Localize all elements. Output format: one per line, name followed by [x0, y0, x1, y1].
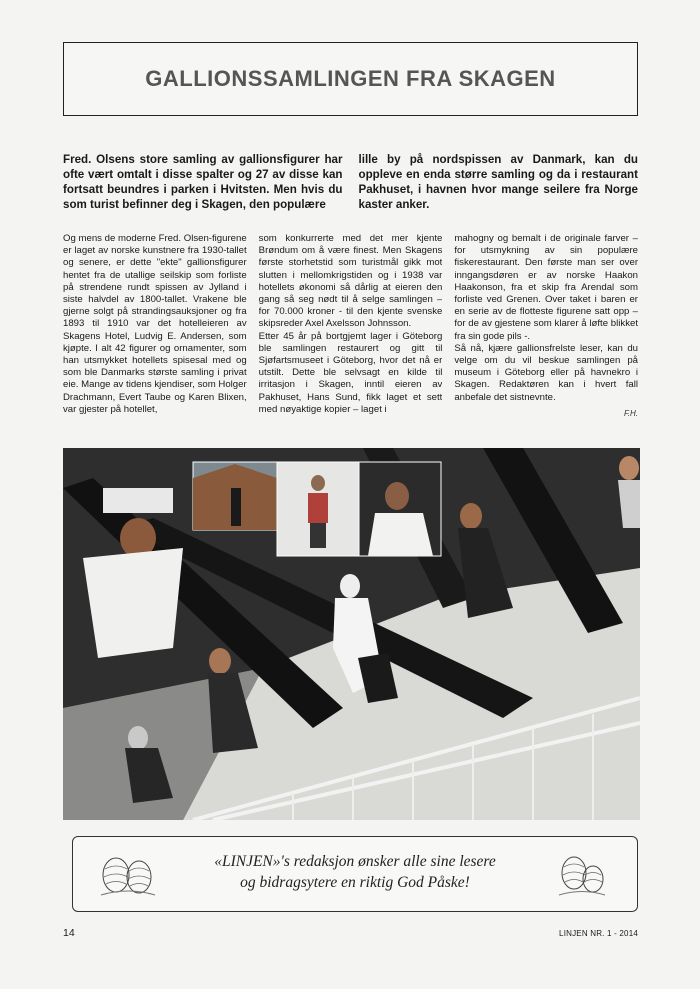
column-1-text: Og mens de moderne Fred. Olsen-figurene er laget av norske kunstnere fra 1930-tallet og senere, er dette "ekte" gallionsfigurer hentet fra de utallige seilskip som forliste på strendene rundt spissen av Jylland i siste halvdel av 1800-tallet. Vrakene ble gjerne solgt på strandingsauksjoner og fra 1893 til 1910 var det hotelleieren av Skagens Hotel, Ludvig E. Andersen, som kjøpte. I alt 42 figurer og ornamenter, som han utsmykket hotellets spisesal med og som ble Danmarks største samling i privat eie. Mange av tidens kjendiser, som Holger Drachmann, Evert Taube og Karen Blixen, var gjester på hotellet, — [63, 233, 247, 415]
figurehead-photo — [63, 448, 640, 820]
greeting-text — [73, 851, 637, 893]
column-1 — [63, 233, 247, 443]
greeting-line-2: og bidragsytere en riktig God Påske! — [240, 874, 470, 891]
easter-eggs-icon — [557, 851, 607, 906]
intro-left: Fred. Olsens store samling av gallionsfigurer har ofte vært omtalt i disse spalter og 27 av disse kan fortsatt beundres i parken i Hvitsten. Men hvis du som turist befinner deg i Skagen, den populære — [63, 153, 343, 211]
intro-right: lille by på nordspissen av Danmark, kan du oppleve en enda større samling og da i restaurant Pakhuset, i havnen hvor mange seilere fra Norge kaster anker. — [358, 153, 638, 211]
column-2-paragraph-2: Etter 45 år på bortgjemt lager i Göteborg ble samlingen restaurert og gitt til Sjøfartsmuseet i Göteborg, hvor det nå er utstilt. Dette ble selvsagt en kilde til irritasjon i Skagen, inntil eieren av Pakhuset, Hans Sund, fikk laget et sett med nøyaktige kopier – laget i — [258, 330, 443, 415]
easter-greeting-box — [72, 836, 638, 912]
column-3 — [454, 233, 638, 443]
author-signature: F.H. — [623, 408, 639, 418]
article-title: GALLIONSSAMLINGEN FRA SKAGEN — [145, 66, 556, 91]
column-2-paragraph-1: som konkurrerte med det mer kjente Brøndum om å være finest. Men Skagens første storhetstid som turistmål gikk mot slutten i mellomkrigstiden og i 1938 var hotellets økonomi så dårlig at eieren den gang så seg nødt til å selge samlingen – for 70.000 kroner - til den kjente svenske skipsreder Axel Axelsson Johnsson. — [258, 233, 443, 330]
column-3-paragraph-1: mahogny og bemalt i de originale farver – for utsmykning av sin populære fiskerestaurant. Den første man ser over inngangsdøren er av norske Haakon Haakonson, fra et skip fra Arendal som forliste ved Grenen. Over taket i baren er en serie av de flotteste figurene satt opp – for de av gjestene som klarer å løfte blikket fra sin gode pils -. — [454, 233, 639, 342]
column-3-paragraph-2: Så nå, kjære gallionsfrelste leser, kan du velge om du vil beskue samlingen på museum i Göteborg eller på havnekro i Skagen. Redaktøren kan i hvert fall anbefale det sistnevnte. — [454, 342, 639, 403]
issue-label: LINJEN NR. 1 - 2014 — [559, 929, 638, 938]
greeting-line-1: «LINJEN»'s redaksjon ønsker alle sine lesere — [214, 853, 496, 870]
page-number: 14 — [63, 927, 75, 939]
column-2 — [259, 233, 443, 443]
intro-lead — [63, 152, 638, 212]
article-body — [63, 233, 638, 443]
title-box — [63, 42, 638, 116]
